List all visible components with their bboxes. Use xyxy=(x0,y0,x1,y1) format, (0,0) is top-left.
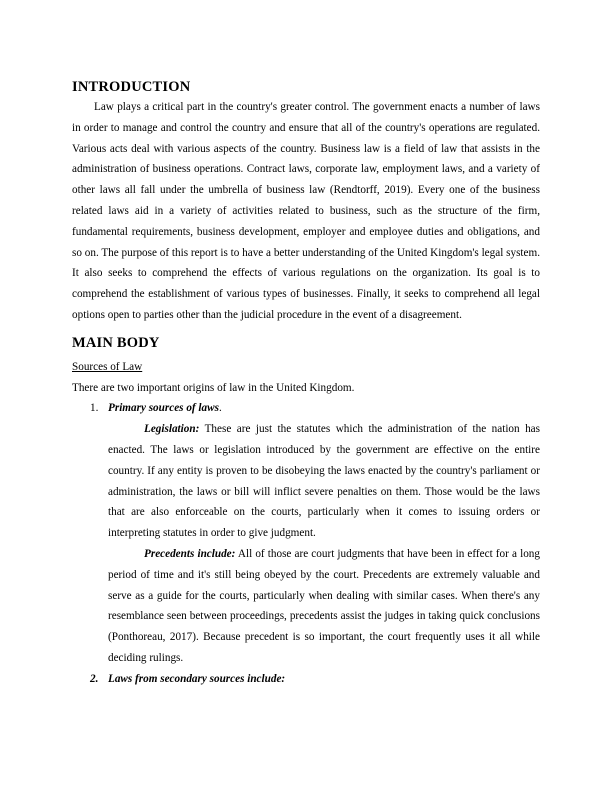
introduction-heading: INTRODUCTION xyxy=(72,79,191,95)
introduction-paragraph: Law plays a critical part in the country's greater control. The government enacts a number of laws in order to manage and control the country and ensure that all of the country's operations are regulated. Various acts deal with various aspects of the country. Business law is a field of law that assists in the administration of business operations. Contract laws, corporate law, employment laws, and a variety of other laws all fall under the umbrella of business law (Rendtorff, 2019). Every one of the business related laws aid in a variety of activities related to business, such as the structure of the firm, fundamental requirements, business development, employer and employee duties and obligations, and so on. The purpose of this report is to have a better understanding of the United Kingdom's legal system. It also seeks to comprehend the effects of various regulations on the organization. Its goal is to comprehend the establishment of various types of businesses. Finally, it seeks to comprehend all legal options open to parties other than the judicial procedure in the event of a disagreement. xyxy=(72,101,540,321)
list-item-primary xyxy=(72,398,540,668)
primary-sources-title: Primary sources of laws xyxy=(108,402,219,415)
list-item-title xyxy=(108,398,540,419)
legislation-paragraph xyxy=(108,419,540,544)
list-number: 1. xyxy=(90,402,99,415)
precedents-text: All of those are court judgments that have been in effect for a long period of time and it's still being obeyed by the court. Precedents are extremely valuable and serve as a guide for the courts, particularly when dealing with similar cases. When there's any resemblance seen between proceedings, precedents assist the judges in taking quick conclusions (Ponthoreau, 2017). Because precedent is so important, the court frequently uses it all while deciding rulings. xyxy=(108,547,540,664)
sources-list xyxy=(72,398,540,689)
precedents-lead: Precedents include: xyxy=(144,547,236,560)
sources-of-law-subheading: Sources of Law xyxy=(72,360,143,373)
list-item-secondary xyxy=(72,669,540,690)
list-number: 2. xyxy=(90,672,99,685)
legislation-lead: Legislation: xyxy=(144,423,200,436)
precedents-paragraph xyxy=(108,544,540,669)
legislation-text: These are just the statutes which the administration of the nation has enacted. The laws or legislation introduced by the government are effective on the entire country. If any entity is proven to be disobeying the laws enacted by the country's parliament or administration, the laws or bill will inflict severe penalties on them. Those would be the laws that are also enforceable on the courts, particularly when it comes to issuing orders or interpreting statutes in order to give judgment. xyxy=(108,423,540,540)
list-item-title xyxy=(108,669,540,690)
title-period: . xyxy=(218,402,222,415)
secondary-sources-title: Laws from secondary sources include: xyxy=(108,672,286,685)
main-body-heading: MAIN BODY xyxy=(72,334,160,351)
page-content xyxy=(72,77,540,690)
sources-intro-line: There are two important origins of law in the United Kingdom. xyxy=(72,381,355,394)
